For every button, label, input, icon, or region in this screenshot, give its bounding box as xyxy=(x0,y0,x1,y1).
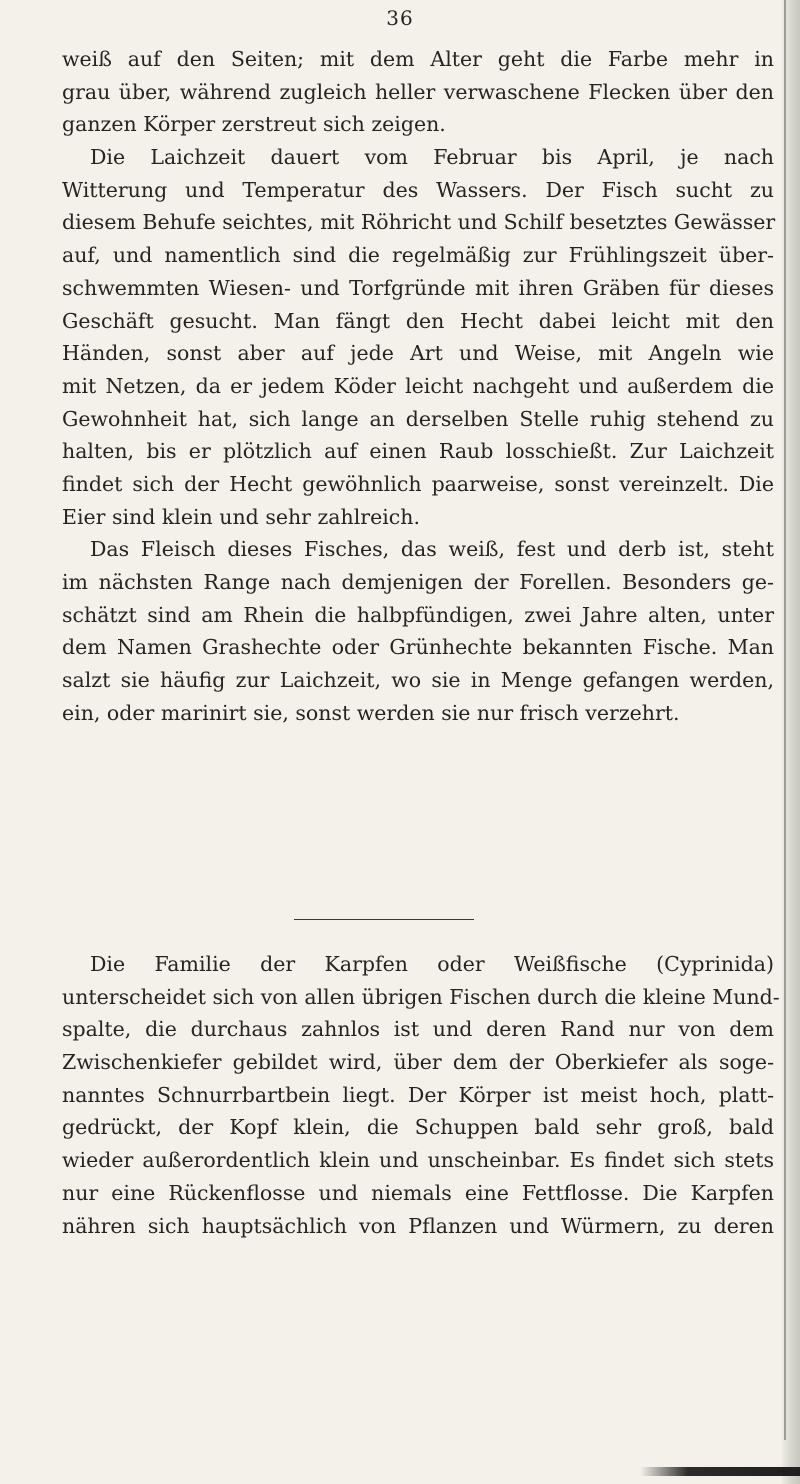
text-line: weiß auf den Seiten; mit dem Alter geht die Farbe mehr in xyxy=(62,47,774,71)
text-line: nur eine Rückenflosse und niemals eine Fettflosse. Die Karpfen xyxy=(62,1180,774,1205)
text-line: mit Netzen, da er jedem Köder leicht nachgeht und außerdem die xyxy=(62,373,774,398)
text-line: schwemmten Wiesen- und Torfgründe mit ihren Gräben für dieses xyxy=(62,275,774,300)
text-line: schätzt sind am Rhein die halbpfündigen, zwei Jahre alten, unter xyxy=(62,602,774,627)
text-line: Die Laichzeit dauert vom Februar bis April, je nach xyxy=(90,145,774,170)
text-line: gedrückt, der Kopf klein, die Schuppen bald sehr groß, bald xyxy=(62,1115,774,1140)
text-line: halten, bis er plötzlich auf einen Raub losschießt. Zur Laichzeit xyxy=(62,439,774,464)
text-line: Witterung und Temperatur des Wassers. Der Fisch sucht zu xyxy=(62,177,774,202)
text-line: Eier sind klein und sehr zahlreich. xyxy=(62,504,420,529)
text-line: Die Familie der Karpfen oder Weißfische (Cyprinida) xyxy=(90,952,774,976)
text-line: ganzen Körper zerstreut sich zeigen. xyxy=(62,112,446,137)
section-divider xyxy=(294,919,474,920)
text-block-carp-family xyxy=(62,948,780,1242)
page-number: 36 xyxy=(386,6,414,30)
text-line: diesem Behufe seichtes, mit Röhricht und Schilf besetztes Gewässer xyxy=(62,210,776,235)
text-line: salzt sie häufig zur Laichzeit, wo sie in Menge gefangen werden, xyxy=(62,668,774,693)
text-line: im nächsten Range nach demjenigen der Forellen. Besonders ge- xyxy=(62,570,774,594)
text-line: nähren sich hauptsächlich von Pflanzen und Würmern, zu deren xyxy=(62,1213,774,1238)
text-line: auf, und namentlich sind die regelmäßig zur Frühlingszeit über- xyxy=(62,243,774,268)
text-line: wieder außerordentlich klein und unscheinbar. Es findet sich stets xyxy=(62,1148,774,1173)
text-line: spalte, die durchaus zahnlos ist und deren Rand nur von dem xyxy=(62,1017,774,1042)
text-line: dem Namen Grashechte oder Grünhechte bekannten Fische. Man xyxy=(62,635,774,660)
text-line: findet sich der Hecht gewöhnlich paarweise, sonst vereinzelt. Die xyxy=(62,471,774,496)
text-line: Gewohnheit hat, sich lange an derselben Stelle ruhig stehend zu xyxy=(62,406,774,431)
text-line: Geschäft gesucht. Man fängt den Hecht dabei leicht mit den xyxy=(62,308,774,333)
text-line: unterscheidet sich von allen übrigen Fischen durch die kleine Mund- xyxy=(62,984,780,1009)
text-line: Zwischenkiefer gebildet wird, über dem der Oberkiefer als soge- xyxy=(62,1050,774,1075)
text-line: nanntes Schnurrbartbein liegt. Der Körper ist meist hoch, platt- xyxy=(62,1082,774,1107)
scan-bottom-bar xyxy=(640,1467,800,1476)
text-line: Das Fleisch dieses Fisches, das weiß, fest und derb ist, steht xyxy=(90,537,774,562)
text-line: ein, oder marinirt sie, sonst werden sie nur frisch verzehrt. xyxy=(62,700,680,725)
page-edge-line xyxy=(784,0,786,1440)
text-block-pike xyxy=(62,43,774,729)
text-line: grau über, während zugleich heller verwaschene Flecken über den xyxy=(62,79,774,104)
text-line: Händen, sonst aber auf jede Art und Weise, mit Angeln wie xyxy=(62,341,774,366)
